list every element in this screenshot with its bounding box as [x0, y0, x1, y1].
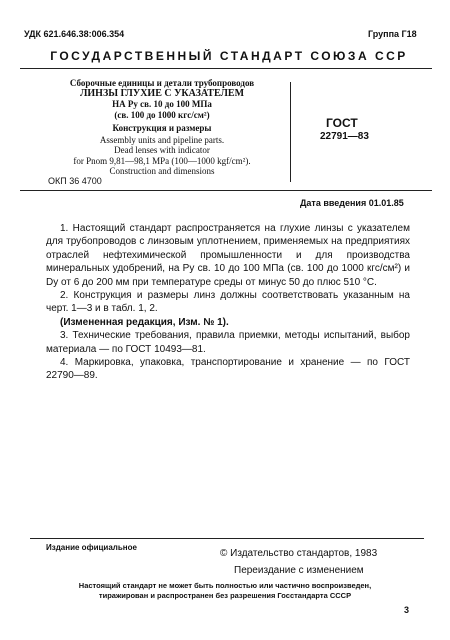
- ru-title-line: Сборочные единицы и детали трубопроводов: [69, 78, 255, 88]
- en-title-line: Dead lenses with indicator: [114, 145, 210, 155]
- copyright-notice: [30, 581, 420, 601]
- title-rule-top: [20, 68, 432, 69]
- publisher-line: © Издательство стандартов, 1983: [220, 548, 378, 559]
- english-title: [42, 135, 282, 177]
- okp-code: ОКП 36 4700: [48, 176, 102, 186]
- amendment-note: (Измененная редакция, Изм. № 1).: [60, 316, 229, 328]
- gost-number: 22791—83: [320, 131, 369, 142]
- ru-title-line: (св. 100 до 1000 кгс/см²): [114, 109, 210, 120]
- ru-title-line: ЛИНЗЫ ГЛУХИЕ С УКАЗАТЕЛЕМ: [79, 87, 245, 99]
- paragraph-scope: 1. Настоящий стандарт распространяется на глухие линзы с указателем для трубопроводов с линзовым уплотнением, применяемых на предприятиях отраслей нефтехимической промышленности и для производства минеральных удобрений, на Pу св. 10 до 100 МПа (св. 100 до 1000 кгс/см²) и Dу от 6 до 200 мм при температуре среды от минус 50 до плюс 510 °С.: [46, 223, 410, 288]
- title-block: [42, 78, 282, 186]
- official-edition: Издание официальное: [46, 543, 137, 552]
- udk-code: УДК 621.646.38:006.354: [24, 29, 125, 39]
- paragraph-construction: 2. Конструкция и размеры линз должны соответствовать указанным на черт. 1—3 и в табл. 1, 2.: [46, 290, 410, 315]
- paragraph-requirements: 3. Технические требования, правила приемки, методы испытаний, выбор материала — по ГОСТ 10493—81.: [46, 330, 410, 355]
- ru-title-line: Конструкция и размеры: [112, 123, 212, 133]
- page-number: 3: [404, 605, 410, 615]
- standard-main-title: ГОСУДАРСТВЕННЫЙ СТАНДАРТ СОЮЗА ССР: [50, 49, 408, 63]
- gost-label: ГОСТ: [326, 116, 358, 130]
- footer-rule: [30, 538, 424, 539]
- paragraph-marking: 4. Маркировка, упаковка, транспортирование и хранение — по ГОСТ 22790—89.: [46, 357, 410, 382]
- reprint-note: Переиздание с изменением: [234, 565, 364, 576]
- en-title-line: Construction and dimensions: [109, 166, 215, 176]
- notice-line: тиражирован и распространен без разрешения Госстандарта СССР: [98, 591, 352, 600]
- en-title-line: Assembly units and pipeline parts.: [99, 134, 225, 145]
- notice-line: Настоящий стандарт не может быть полностью или частично воспроизведен,: [78, 581, 372, 590]
- title-rule-bottom: [20, 190, 432, 191]
- introduction-date: Дата введения 01.01.85: [300, 198, 404, 208]
- title-divider: [290, 82, 291, 182]
- standard-body: [46, 222, 410, 383]
- group-code: Группа Г18: [368, 29, 417, 39]
- russian-title: [42, 78, 282, 134]
- ru-title-line: НА Pу св. 10 до 100 МПа: [112, 99, 212, 109]
- en-title-line: for Pnom 9,81—98,1 MPa (100—1000 kgf/cm²).: [73, 155, 251, 166]
